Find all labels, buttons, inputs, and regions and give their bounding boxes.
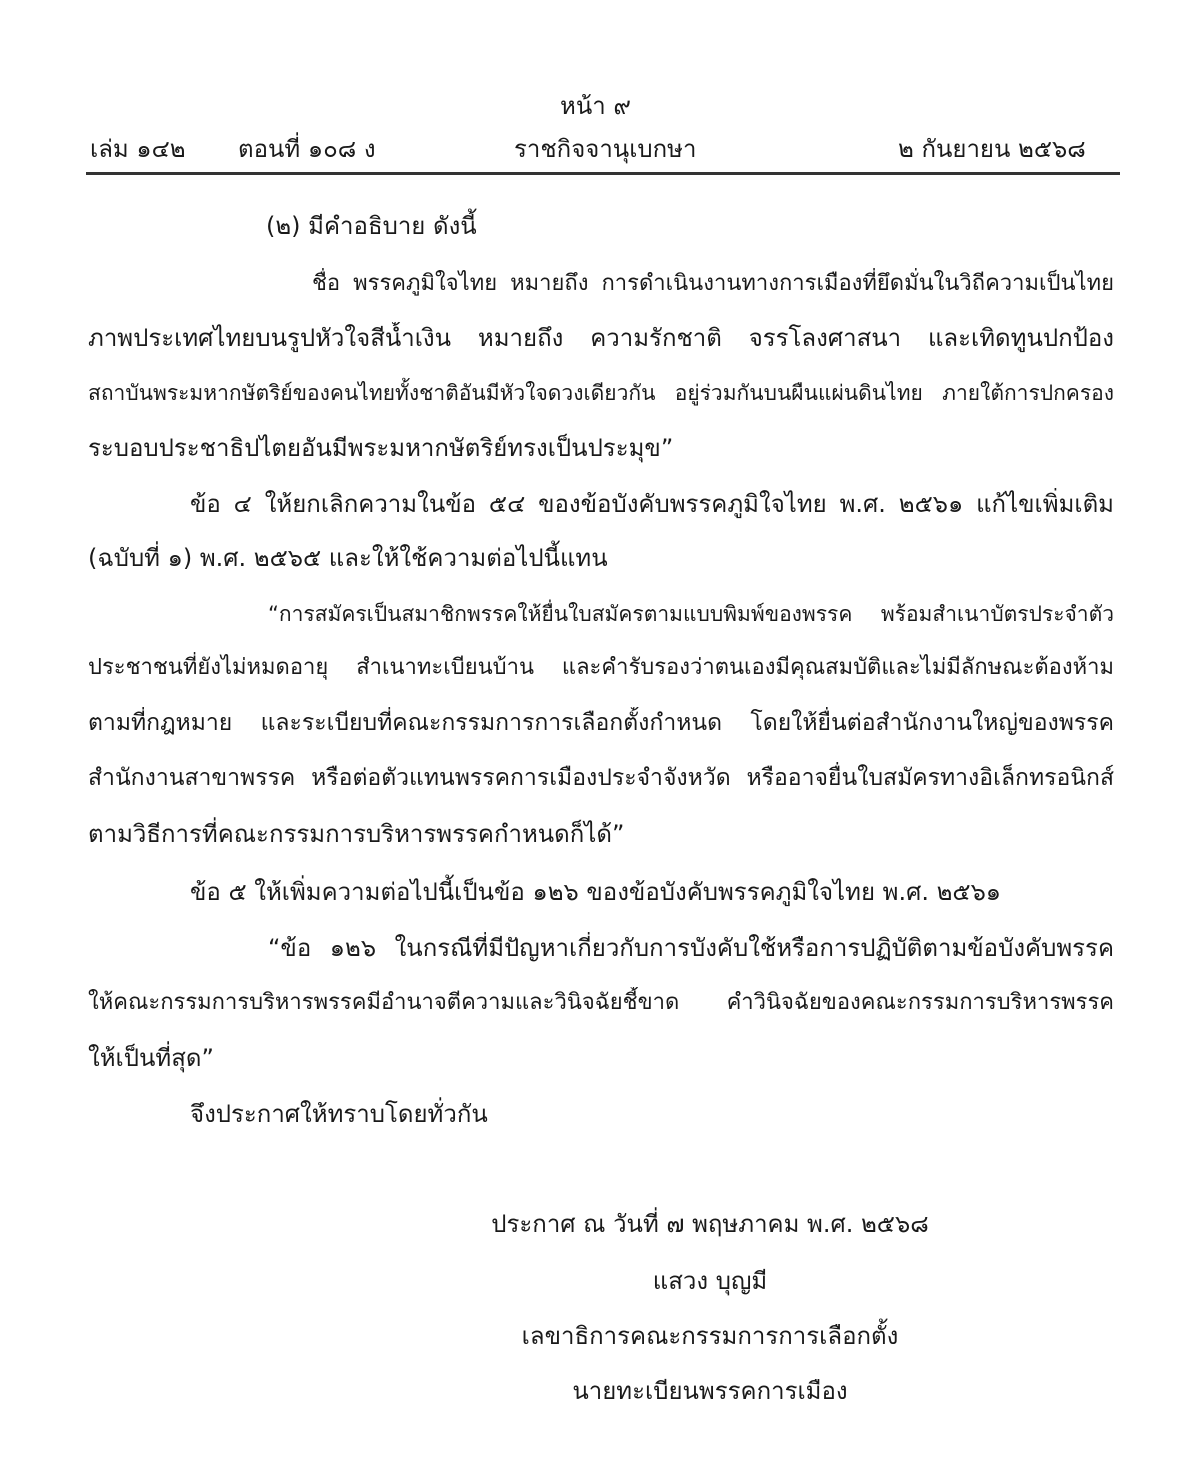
- clause-5-quote-line: “ข้อ ๑๒๖ ในกรณีที่มีปัญหาเกี่ยวกับการบังคับใช้หรือการปฏิบัติตามข้อบังคับพรรค: [268, 934, 1114, 962]
- clause-4-quote-line: “การสมัครเป็นสมาชิกพรรคให้ยื่นใบสมัครตามแบบพิมพ์ของพรรค พร้อมสำเนาบัตรประจำตัว: [268, 602, 1114, 626]
- signatory-name: แสวง บุญมี: [652, 1267, 768, 1295]
- publication-date: ๒ กันยายน ๒๕๖๘: [898, 135, 1086, 163]
- clause-4-quote-line: ตามที่กฎหมาย และระเบียบที่คณะกรรมการการเลือกตั้งกำหนด โดยให้ยื่นต่อสำนักงานใหญ่ของพรรค: [88, 710, 1114, 736]
- closing-statement: จึงประกาศให้ทราบโดยทั่วกัน: [190, 1100, 488, 1128]
- clause-4-line: ข้อ ๔ ให้ยกเลิกความในข้อ ๕๔ ของข้อบังคับพรรคภูมิใจไทย พ.ศ. ๒๕๖๑ แก้ไขเพิ่มเติม: [190, 490, 1114, 518]
- definition-line: ชื่อ พรรคภูมิใจไทย หมายถึง การดำเนินงานทางการเมืองที่ยึดมั่นในวิถีความเป็นไทย: [312, 271, 1114, 296]
- clause-5-quote-line: ให้เป็นที่สุด”: [88, 1044, 214, 1072]
- section-number: ตอนที่ ๑๐๘ ง: [238, 135, 376, 163]
- definition-line: ระบอบประชาธิปไตยอันมีพระมหากษัตริย์ทรงเป็นประมุข”: [88, 434, 674, 462]
- announcement-date: ประกาศ ณ วันที่ ๗ พฤษภาคม พ.ศ. ๒๕๖๘: [491, 1210, 929, 1238]
- volume-number: เล่ม ๑๔๒: [90, 135, 186, 163]
- signatory-title: เลขาธิการคณะกรรมการการเลือกตั้ง: [521, 1322, 899, 1350]
- item-2-heading: (๒) มีคำอธิบาย ดังนี้: [266, 212, 477, 240]
- gazette-name: ราชกิจจานุเบกษา: [514, 135, 697, 163]
- clause-4-quote-line: ตามวิธีการที่คณะกรรมการบริหารพรรคกำหนดก็ได้”: [88, 820, 625, 848]
- page-number: หน้า ๙: [560, 92, 631, 120]
- clause-4-quote-line: สำนักงานสาขาพรรค หรือต่อตัวแทนพรรคการเมืองประจำจังหวัด หรืออาจยื่นใบสมัครทางอิเล็กทรอนิกส์: [88, 765, 1114, 791]
- clause-4-quote-line: ประชาชนที่ยังไม่หมดอายุ สำเนาทะเบียนบ้าน และคำรับรองว่าตนเองมีคุณสมบัติและไม่มีลักษณะต้องห้าม: [88, 655, 1114, 680]
- clause-4-line: (ฉบับที่ ๑) พ.ศ. ๒๕๖๕ และให้ใช้ความต่อไปนี้แทน: [88, 544, 608, 572]
- clause-5-line: ข้อ ๕ ให้เพิ่มความต่อไปนี้เป็นข้อ ๑๒๖ ของข้อบังคับพรรคภูมิใจไทย พ.ศ. ๒๕๖๑: [190, 878, 1002, 906]
- signatory-title: นายทะเบียนพรรคการเมือง: [572, 1377, 848, 1405]
- definition-line: สถาบันพระมหากษัตริย์ของคนไทยทั้งชาติอันมีหัวใจดวงเดียวกัน อยู่ร่วมกันบนผืนแผ่นดินไทย ภายใต้การปกครอง: [88, 381, 1114, 405]
- clause-5-quote-line: ให้คณะกรรมการบริหารพรรคมีอำนาจตีความและวินิจฉัยชี้ขาด คำวินิจฉัยของคณะกรรมการบริหารพรรค: [88, 990, 1114, 1015]
- header-divider: [86, 172, 1120, 175]
- definition-line: ภาพประเทศไทยบนรูปหัวใจสีน้ำเงิน หมายถึง ความรักชาติ จรรโลงศาสนา และเทิดทูนปกป้อง: [88, 324, 1114, 352]
